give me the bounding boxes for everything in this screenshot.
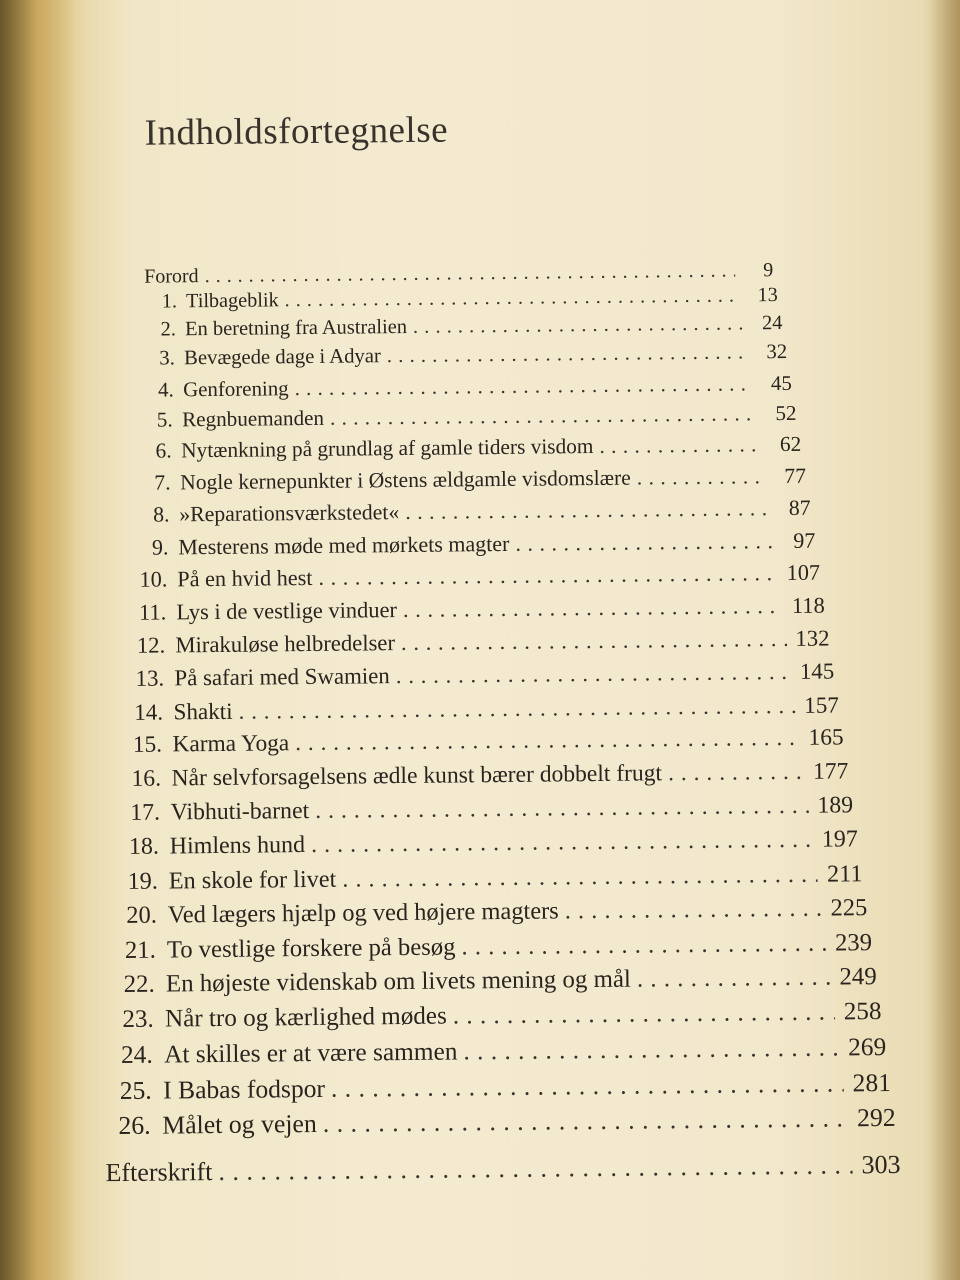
toc-entry	[105, 1150, 900, 1188]
toc-entry	[129, 560, 820, 593]
toc-entry-number: 1.	[161, 290, 178, 313]
toc-entry-number: 20.	[126, 901, 157, 930]
toc-entry-number: 17.	[130, 799, 161, 826]
toc-entry	[134, 464, 806, 496]
toc-entry	[112, 963, 877, 999]
toc-entry	[118, 826, 858, 861]
toc-entry-number: 9.	[151, 534, 169, 560]
toc-entry	[115, 895, 867, 931]
toc-entry-number: 5.	[156, 407, 173, 432]
toc-entry-page: 24	[761, 311, 783, 335]
toc-entry-number: 18.	[128, 833, 160, 860]
toc-entry	[128, 592, 825, 625]
dot-leader	[405, 496, 770, 525]
toc-entry-page: 52	[775, 401, 797, 426]
toc-entry-title: Himlens hund	[169, 831, 306, 860]
toc-entry-page: 62	[779, 432, 802, 457]
toc-entry-title: »Reparationsværkstedet«	[179, 499, 400, 526]
toc-entry-page: 211	[826, 860, 863, 888]
dot-leader	[463, 1033, 840, 1066]
toc-entry	[138, 371, 792, 403]
dot-leader	[565, 895, 823, 926]
toc-entry-title: To vestlige forskere på besøg	[166, 933, 456, 964]
toc-entry-title: Shakti	[173, 697, 233, 725]
dot-leader	[396, 659, 792, 689]
dot-leader	[331, 1068, 844, 1103]
toc-entry	[140, 341, 788, 371]
toc-entry-page: 132	[795, 625, 830, 651]
dot-leader	[637, 464, 766, 490]
dot-leader	[295, 725, 800, 757]
toc-entry-title: En skole for livet	[168, 865, 337, 895]
toc-entry-number: 4.	[157, 377, 174, 402]
toc-entry-title: Lys i de vestlige vinduer	[176, 596, 398, 625]
toc-entry-title: På safari med Swamien	[174, 662, 390, 691]
toc-entry-title: At skilles er at være sammen	[163, 1037, 458, 1069]
toc-entry-number: 10.	[139, 566, 168, 592]
toc-entry-number: 6.	[155, 438, 172, 463]
toc-entry-page: 292	[856, 1102, 896, 1133]
toc-entry	[110, 1033, 887, 1070]
toc-entry-page: 258	[843, 998, 882, 1026]
toc-entry-title: Bevægede dage i Adyar	[183, 345, 381, 370]
toc-entry-page: 118	[791, 592, 825, 618]
toc-entry-number: 13.	[135, 665, 165, 691]
toc-entry	[114, 929, 872, 965]
toc-entry	[135, 432, 801, 464]
toc-entry-page: 249	[839, 963, 877, 991]
toc-entry	[127, 625, 830, 658]
toc-entry-page: 303	[861, 1149, 901, 1180]
toc-entry-title: På en hvid hest	[177, 564, 313, 592]
toc-entry-page: 269	[848, 1032, 887, 1062]
dot-leader	[311, 827, 814, 859]
toc-entry-page: 97	[793, 527, 816, 553]
toc-entry	[108, 1068, 891, 1106]
toc-entry-number: 12.	[136, 632, 166, 658]
toc-entry-title: Efterskrift	[105, 1157, 213, 1188]
toc-entry-title: En højeste videnskab om livets mening og mål	[165, 966, 632, 998]
dot-leader	[294, 371, 752, 401]
toc-entry-page: 165	[808, 724, 844, 752]
dot-leader	[668, 759, 805, 787]
toc-entry-title: Karma Yoga	[172, 730, 290, 758]
toc-entry-number: 23.	[122, 1005, 154, 1034]
toc-entry-title: I Babas fodspor	[163, 1073, 326, 1105]
toc-entry-number: 22.	[123, 971, 155, 999]
toc-entry-page: 9	[763, 259, 774, 282]
dot-leader	[413, 312, 744, 338]
toc-entry	[143, 284, 778, 314]
dot-leader	[387, 341, 748, 368]
toc-entry-number: 14.	[134, 698, 164, 725]
dot-leader	[285, 285, 740, 313]
toc-entry-page: 32	[766, 340, 788, 364]
toc-entry-number: 25.	[119, 1075, 152, 1105]
toc-entry-number: 21.	[124, 936, 156, 964]
toc-entry-title: Vibhuti-barnet	[170, 797, 310, 826]
toc-entry-page: 177	[812, 758, 849, 785]
toc-entry-page: 189	[817, 792, 854, 819]
toc-entry	[119, 792, 853, 827]
toc-entry	[132, 495, 810, 527]
toc-entry-title: Når selvforsagelsens ædle kunst bærer dobbelt frugt	[171, 760, 663, 792]
toc-entry-page: 157	[804, 691, 840, 718]
dot-leader	[403, 593, 783, 623]
toc-entry	[131, 527, 816, 560]
toc-entry-title: Forord	[144, 265, 199, 288]
page-title: Indholdsfortegnelse	[144, 109, 449, 154]
dot-leader	[342, 861, 818, 894]
toc-entry-page: 145	[799, 658, 835, 684]
toc-entry-page: 197	[821, 826, 858, 853]
dot-leader	[238, 692, 796, 725]
toc-entry-title: Genforening	[182, 376, 289, 402]
dot-leader	[453, 999, 836, 1031]
dot-leader	[461, 929, 826, 961]
toc-entry-number: 8.	[152, 502, 170, 527]
toc-entry-page: 281	[852, 1067, 892, 1098]
toc-entry-page: 107	[786, 559, 821, 586]
toc-entry	[124, 691, 839, 725]
dot-leader	[637, 964, 831, 994]
dot-leader	[323, 1103, 849, 1139]
toc-entry	[137, 401, 797, 433]
toc-entry-number: 16.	[131, 765, 162, 792]
toc-entry	[141, 312, 783, 342]
toc-entry-title: Målet og vejen	[162, 1108, 317, 1140]
toc-entry-title: Mirakuløse helbredelser	[175, 629, 396, 657]
toc-entry-title: Nytænkning på grundlag af gamle tiders visdom	[181, 434, 594, 463]
toc-entry-number: 26.	[118, 1110, 151, 1140]
toc-entry-page: 87	[788, 495, 811, 520]
toc-entry-page: 225	[830, 894, 868, 922]
toc-entry-number: 19.	[127, 867, 159, 895]
table-of-contents	[96, 258, 901, 1188]
dot-leader	[218, 1150, 853, 1187]
toc-entry	[107, 1103, 896, 1141]
dot-leader	[401, 626, 788, 656]
toc-entry-number: 15.	[132, 731, 163, 759]
toc-entry-number: 11.	[138, 599, 167, 625]
toc-entry	[117, 860, 863, 896]
toc-entry-title: Regnbuemanden	[182, 406, 325, 432]
toc-entry-number: 2.	[160, 318, 177, 341]
toc-entry-page: 239	[834, 928, 873, 957]
toc-entry-number: 7.	[154, 470, 171, 495]
toc-entry-title: Nogle kernepunkter i Østens ældgamle visdomslære	[180, 465, 631, 495]
toc-entry-page: 77	[784, 463, 807, 488]
toc-entry-number: 3.	[159, 347, 175, 370]
toc-entry	[122, 725, 843, 760]
toc-entry-number: 24.	[120, 1040, 153, 1069]
dot-leader	[315, 793, 809, 825]
dot-leader	[318, 560, 778, 591]
toc-entry-page: 45	[770, 370, 792, 396]
toc-entry-title: Ved lægers hjælp og ved højere magters	[167, 897, 559, 929]
toc-entry	[125, 658, 834, 691]
toc-entry-title: Mesterens møde med mørkets magter	[178, 530, 510, 560]
toc-entry-page: 13	[757, 284, 778, 307]
dot-leader	[599, 433, 761, 460]
toc-entry-title: En beretning fra Australien	[184, 315, 408, 341]
dot-leader	[515, 528, 774, 557]
toc-entry-title: Tilbageblik	[186, 289, 279, 313]
dot-leader	[330, 402, 757, 431]
toc-entry	[121, 758, 849, 793]
dot-leader	[205, 260, 736, 289]
toc-entry-title: Når tro og kærlighed mødes	[164, 1002, 447, 1033]
toc-entry	[111, 998, 882, 1034]
